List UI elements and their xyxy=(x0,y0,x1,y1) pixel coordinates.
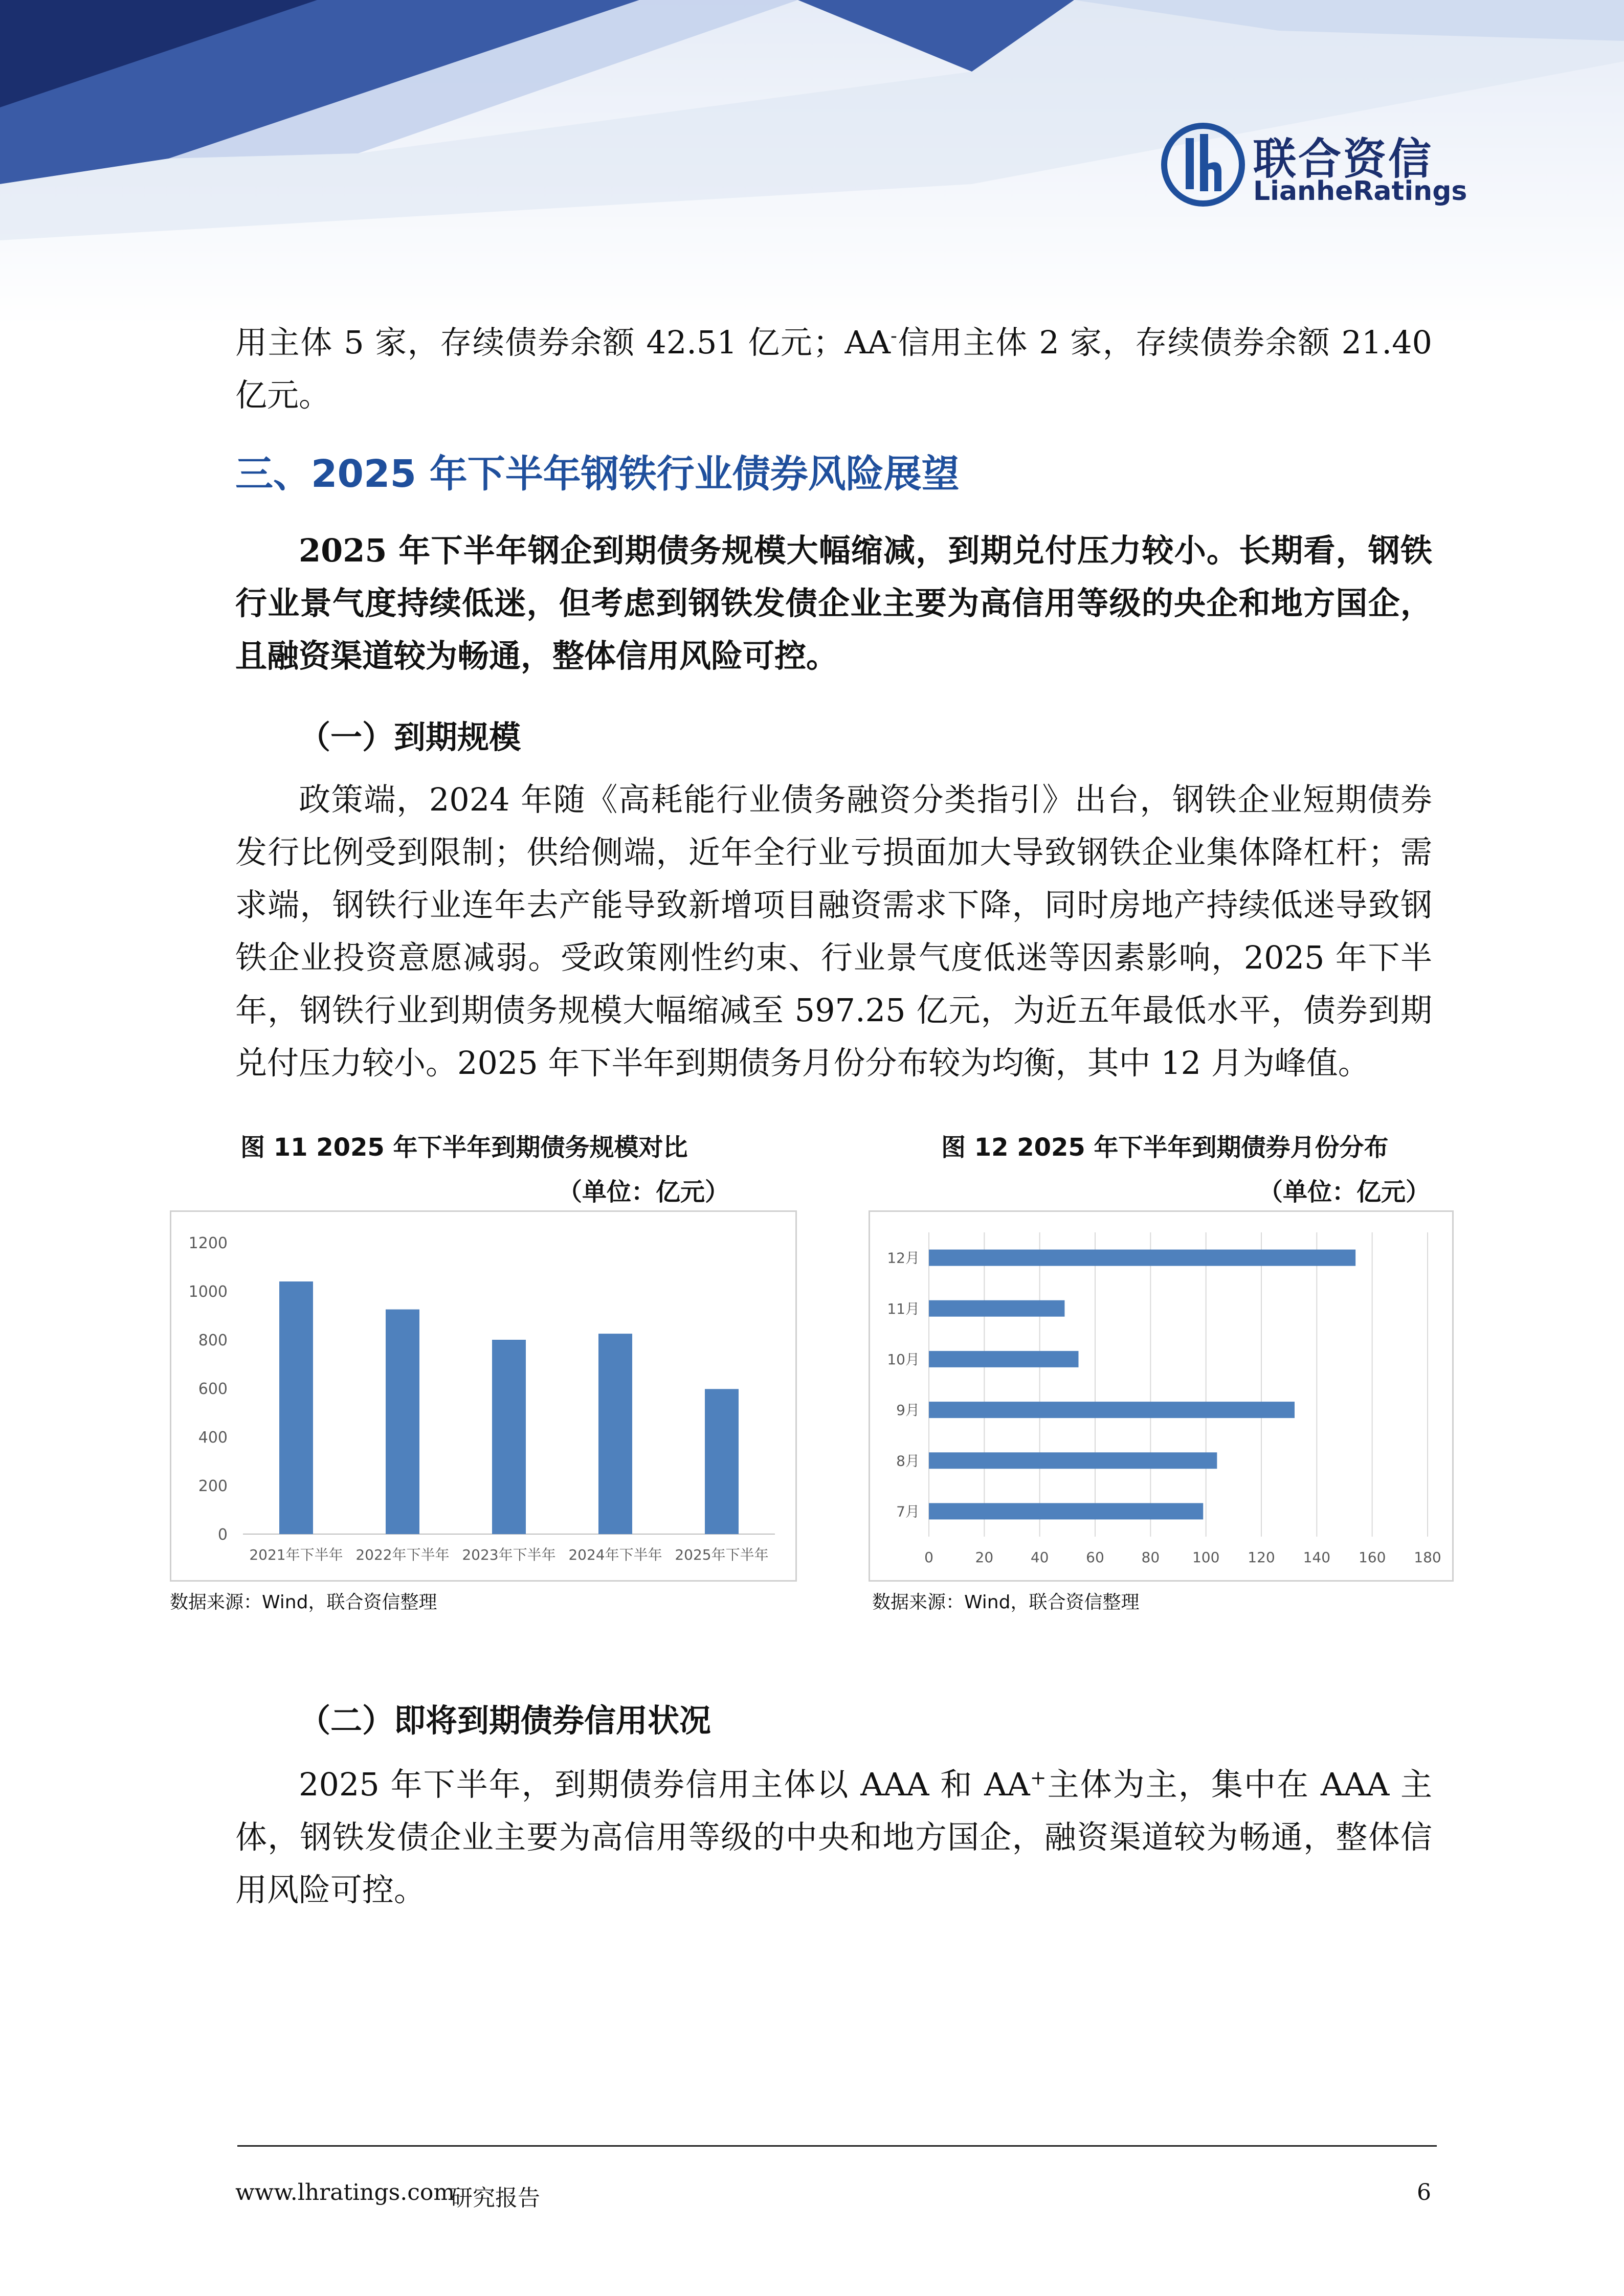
figure12-svg xyxy=(870,1212,1452,1580)
bar xyxy=(929,1503,1203,1519)
y-tick-label: 10月 xyxy=(887,1350,920,1368)
lianhe-logo-icon xyxy=(1161,123,1245,207)
bar xyxy=(929,1402,1295,1418)
bar xyxy=(492,1340,526,1534)
x-tick-label: 2025年下半年 xyxy=(675,1546,769,1563)
x-tick-label: 40 xyxy=(1030,1549,1049,1566)
x-tick-label: 2022年下半年 xyxy=(355,1546,450,1563)
bar xyxy=(705,1389,739,1534)
y-tick-label: 800 xyxy=(198,1332,228,1349)
figure11-chart xyxy=(170,1210,797,1582)
x-tick-label: 2024年下半年 xyxy=(568,1546,662,1563)
figure11-source: 数据来源：Wind，联合资信整理 xyxy=(170,1592,437,1613)
x-tick-label: 20 xyxy=(975,1549,994,1566)
y-tick-label: 1000 xyxy=(188,1283,228,1301)
x-tick-label: 0 xyxy=(924,1549,933,1566)
bar xyxy=(929,1250,1355,1266)
y-tick-label: 9月 xyxy=(896,1402,920,1419)
bar xyxy=(929,1452,1217,1469)
p0-text-b: 信用主体 2 家，存续债券余额 21.40 亿元。 xyxy=(235,324,1432,414)
y-tick-label: 600 xyxy=(198,1380,228,1398)
bar xyxy=(386,1310,419,1534)
x-tick-label: 2023年下半年 xyxy=(462,1546,556,1563)
footer-label: 研究报告 xyxy=(450,2185,540,2211)
y-tick-label: 400 xyxy=(198,1429,228,1447)
x-tick-label: 140 xyxy=(1303,1549,1331,1566)
bar xyxy=(279,1281,313,1534)
p3-text-b: 主体为主，集中在 AAA 主体，钢铁发债企业主要为高信用等级的中央和地方国企，融资渠道较为畅通，整体信用风险可控。 xyxy=(235,1766,1432,1908)
maturity-paragraph: 政策端，2024 年随《高耗能行业债务融资分类指引》出台，钢铁企业短期债券发行比例受到限制；供给侧端，近年全行业亏损面加大导致钢铁企业集体降杠杆；需求端，钢铁行业连年去产能导致新增项目融资需求下降，同时房地产持续低迷导致钢铁企业投资意愿减弱。受政策刚性约束、行业景气度低迷等因素影响，2025 年下半年，钢铁行业到期债务规模大幅缩减至 597.25 亿元，为近五年最低水平，债券到期兑付压力较小。2025 年下半年到期债务月份分布较为均衡，其中 12 月为峰值。 xyxy=(235,781,1432,1082)
figure11-svg xyxy=(171,1212,795,1580)
figure12-unit: （单位：亿元） xyxy=(1258,1178,1431,1206)
y-tick-label: 200 xyxy=(198,1477,228,1495)
figure11-unit: （单位：亿元） xyxy=(558,1178,730,1206)
company-logo xyxy=(1161,123,1467,210)
figure12-chart xyxy=(869,1210,1454,1582)
x-tick-label: 60 xyxy=(1086,1549,1104,1566)
bar xyxy=(929,1300,1064,1317)
bar xyxy=(598,1334,632,1534)
figure11-caption: 图 11 2025 年下半年到期债务规模对比 xyxy=(240,1133,688,1162)
x-tick-label: 2021年下半年 xyxy=(249,1546,343,1563)
summary-paragraph: 2025 年下半年钢企到期债务规模大幅缩减，到期兑付压力较小。长期看，钢铁行业景气度持续低迷，但考虑到钢铁发债企业主要为高信用等级的央企和地方国企，且融资渠道较为畅通，整体信用风险可控。 xyxy=(235,532,1432,674)
y-tick-label: 8月 xyxy=(896,1452,920,1470)
credit-paragraph xyxy=(235,1758,1432,1916)
x-tick-label: 160 xyxy=(1358,1549,1386,1566)
x-tick-label: 100 xyxy=(1192,1549,1220,1566)
figure12-source: 数据来源：Wind，联合资信整理 xyxy=(872,1592,1140,1613)
footer-website[interactable]: www.lhratings.com xyxy=(235,2179,455,2205)
subheading-credit-status: （二）即将到期债券信用状况 xyxy=(299,1702,711,1739)
p3-superscript: + xyxy=(1030,1766,1047,1789)
subheading-maturity-scale: （一）到期规模 xyxy=(299,718,521,756)
bar xyxy=(929,1351,1079,1367)
figure12-caption: 图 12 2025 年下半年到期债券月份分布 xyxy=(941,1133,1389,1162)
y-tick-label: 1200 xyxy=(188,1234,228,1252)
y-tick-label: 11月 xyxy=(887,1300,920,1317)
section-heading: 三、2025 年下半年钢铁行业债券风险展望 xyxy=(235,452,960,496)
x-tick-label: 120 xyxy=(1248,1549,1275,1566)
logo-name-cn: 联合资信 xyxy=(1253,134,1434,184)
p0-superscript: - xyxy=(891,324,897,347)
paragraph-continued xyxy=(235,316,1432,421)
p3-text-a: 2025 年下半年，到期债券信用主体以 AAA 和 AA xyxy=(299,1766,1030,1803)
x-tick-label: 180 xyxy=(1414,1549,1441,1566)
x-tick-label: 80 xyxy=(1141,1549,1160,1566)
footer-divider xyxy=(237,2145,1437,2147)
page-number: 6 xyxy=(1417,2179,1431,2205)
y-tick-label: 12月 xyxy=(887,1249,920,1267)
y-tick-label: 7月 xyxy=(896,1503,920,1520)
logo-name-en: LianheRatings xyxy=(1253,176,1467,207)
y-tick-label: 0 xyxy=(217,1526,228,1544)
p0-text-a: 用主体 5 家，存续债券余额 42.51 亿元；AA xyxy=(235,324,891,361)
